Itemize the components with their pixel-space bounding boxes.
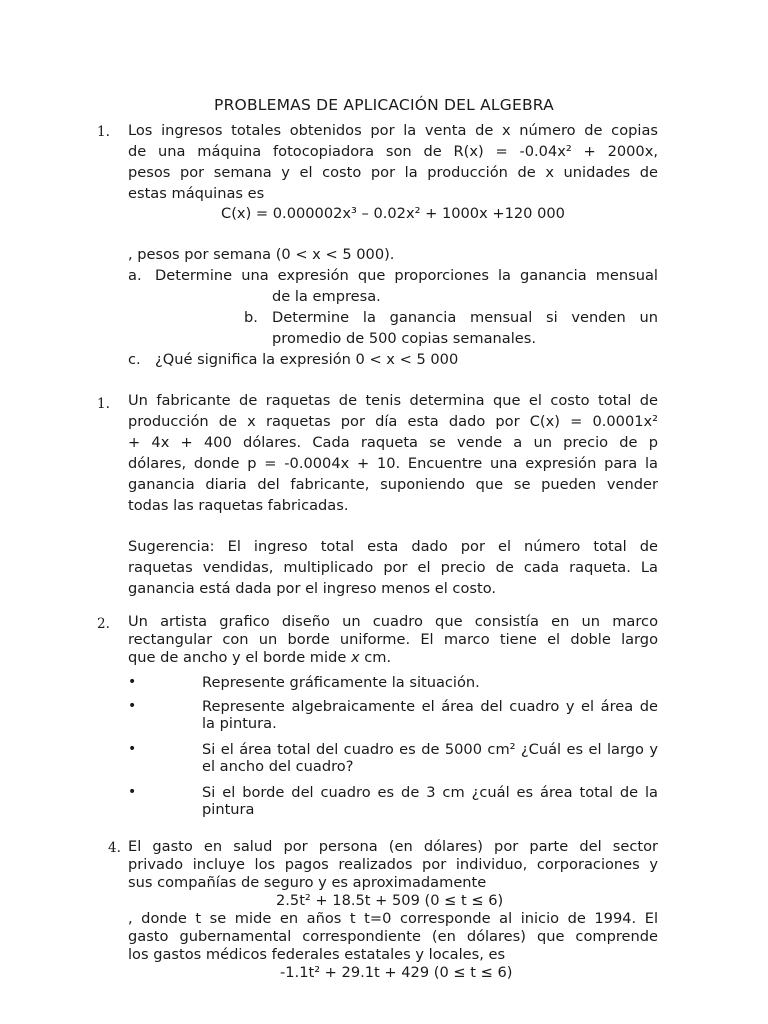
problem-text-line: los gastos médicos federales estatales y locales, es bbox=[128, 946, 506, 963]
bullet-item: Si el borde del cuadro es de 3 cm ¿cuál es área total de la pintura bbox=[202, 784, 658, 819]
problem-text-line: dólares, donde p = -0.0004x + 10. Encuentre una expresión para la bbox=[128, 455, 658, 472]
government-spending-formula: -1.1t² + 29.1t + 429 (0 ≤ t ≤ 6) bbox=[280, 964, 513, 981]
item-marker: a. bbox=[128, 267, 142, 284]
problem-text-line: de una máquina fotocopiadora son de R(x) = -0.04x² + 2000x, bbox=[128, 143, 658, 160]
problem-text-line: rectangular con un borde uniforme. El marco tiene el doble largo bbox=[128, 631, 658, 648]
bullet-icon: • bbox=[128, 698, 137, 714]
hint-line: raquetas vendidas, multiplicado por el precio de cada raqueta. La bbox=[128, 559, 658, 576]
bullet-icon: • bbox=[128, 784, 137, 800]
problem-text-line: Un artista grafico diseño un cuadro que consistía en un marco bbox=[128, 613, 658, 630]
problem-text-line: ganancia diaria del fabricante, suponiendo que se pueden vender bbox=[128, 476, 658, 493]
item-text: Determine una expresión que proporciones la ganancia mensual bbox=[155, 267, 658, 284]
problem-text-line: gasto gubernamental correspondiente (en dólares) que comprende bbox=[128, 928, 658, 945]
bullet-icon: • bbox=[128, 674, 137, 690]
bullet-icon: • bbox=[128, 741, 137, 757]
hint-line: Sugerencia: El ingreso total esta dado por el número total de bbox=[128, 538, 658, 555]
problem-text-line: + 4x + 400 dólares. Cada raqueta se vende a un precio de p bbox=[128, 434, 658, 451]
problem-text-line: , pesos por semana (0 < x < 5 000). bbox=[128, 246, 395, 263]
problem-text-line: , donde t se mide en años t t=0 corresponde al inicio de 1994. El bbox=[128, 910, 658, 927]
problem-text-line: todas las raquetas fabricadas. bbox=[128, 497, 349, 514]
item-text: promedio de 500 copias semanales. bbox=[272, 330, 536, 347]
problem-text-line: Un fabricante de raquetas de tenis determina que el costo total de bbox=[128, 392, 658, 409]
private-spending-formula: 2.5t² + 18.5t + 509 (0 ≤ t ≤ 6) bbox=[276, 892, 504, 909]
item-marker: c. bbox=[128, 351, 141, 368]
item-text: de la empresa. bbox=[272, 288, 381, 305]
problem-number: 1. bbox=[97, 124, 110, 140]
problem-text-line: privado incluye los pagos realizados por individuo, corporaciones y bbox=[128, 856, 658, 873]
problem-text-line: producción de x raquetas por día esta dado por C(x) = 0.0001x² bbox=[128, 413, 658, 430]
problem-text-line: sus compañías de seguro y es aproximadamente bbox=[128, 874, 487, 891]
item-marker: b. bbox=[244, 309, 258, 326]
hint-line: ganancia está dada por el ingreso menos el costo. bbox=[128, 580, 497, 597]
item-text: Determine la ganancia mensual si venden un bbox=[272, 309, 658, 326]
problem-text-line: que de ancho y el borde mide x cm. bbox=[128, 649, 392, 666]
problem-text-line: El gasto en salud por persona (en dólares) por parte del sector bbox=[128, 838, 658, 855]
problem-number: 1. bbox=[97, 396, 110, 412]
problem-number: 4. bbox=[108, 840, 121, 856]
cost-formula: C(x) = 0.000002x³ – 0.02x² + 1000x +120 000 bbox=[221, 205, 565, 222]
problem-text-line: pesos por semana y el costo por la producción de x unidades de bbox=[128, 164, 658, 181]
problem-number: 2. bbox=[97, 616, 110, 632]
bullet-item: Represente gráficamente la situación. bbox=[202, 674, 480, 691]
item-text: ¿Qué significa la expresión 0 < x < 5 000 bbox=[155, 351, 459, 368]
page-title: PROBLEMAS DE APLICACIÓN DEL ALGEBRA bbox=[214, 96, 554, 114]
bullet-item: Si el área total del cuadro es de 5000 cm² ¿Cuál es el largo y el ancho del cuadro? bbox=[202, 741, 658, 776]
problem-text-line: estas máquinas es bbox=[128, 185, 265, 202]
bullet-item: Represente algebraicamente el área del cuadro y el área de la pintura. bbox=[202, 698, 658, 733]
problem-text-line: Los ingresos totales obtenidos por la venta de x número de copias bbox=[128, 122, 658, 139]
